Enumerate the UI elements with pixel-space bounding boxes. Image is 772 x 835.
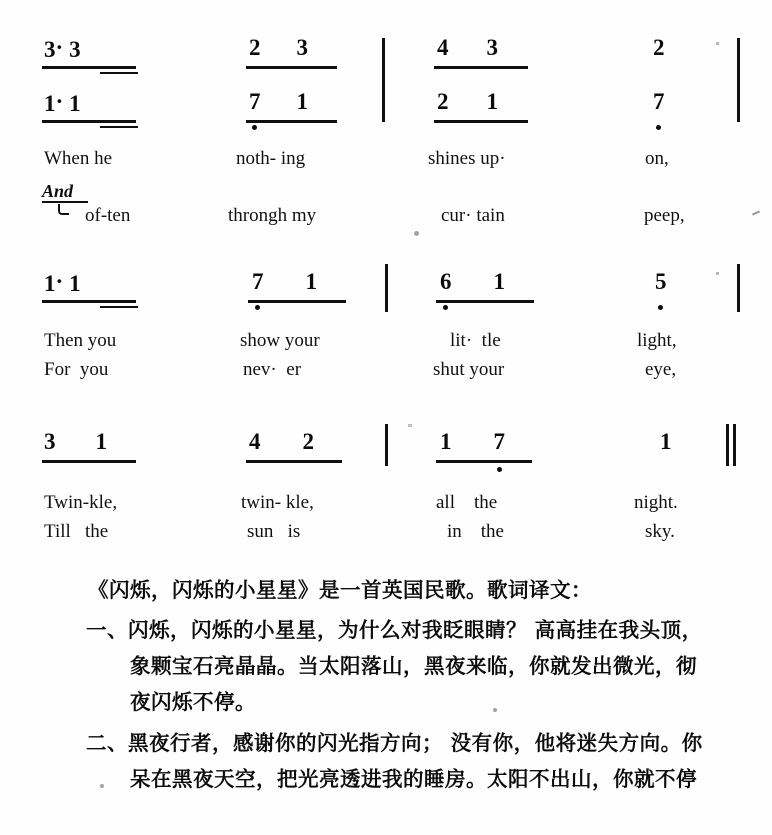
note-numeral: 1 (69, 271, 81, 296)
barline-middle (385, 424, 388, 466)
notes-intro-line: 《闪烁，闪烁的小星星》是一首英国民歌。歌词译文： (88, 578, 592, 602)
scan-speck (509, 591, 512, 594)
system-2-lyric-line-2 (0, 359, 772, 385)
note-numeral: 1 (305, 269, 317, 294)
lyric-syllable: sun is (247, 521, 301, 542)
lyric-syllable: shut your (433, 359, 505, 380)
system-2-lyric-line-1 (0, 330, 772, 356)
pickup-rule (42, 201, 88, 203)
note-group-s1l-b2 (249, 90, 308, 114)
lyric-syllable: lit· tle (450, 330, 501, 351)
note-numeral-low-octave: 7 (653, 89, 665, 114)
beam-primary (42, 120, 136, 123)
verse2-line-2: 呆在黑夜天空，把光亮透进我的睡房。太阳不出山，你就不停 (130, 767, 697, 791)
lyric-syllable: on, (645, 148, 669, 169)
lyric-syllable: sky. (645, 521, 675, 542)
system-3-lyric-line-1 (0, 492, 772, 518)
note-numeral: 4 (249, 429, 261, 454)
barline-middle (382, 38, 385, 122)
note-group-s1l-b3 (437, 90, 498, 114)
note-numeral: 3 (296, 35, 308, 60)
beam-primary (246, 120, 337, 123)
beam-primary (246, 66, 337, 69)
scan-speck (100, 784, 104, 788)
dot-separator: · (55, 269, 64, 294)
note-numeral-low-octave: 5 (655, 269, 667, 294)
beam-primary (436, 460, 532, 463)
verse1-line-1: 一、闪烁，闪烁的小星星，为什么对我眨眼睛？ 高高挂在我头顶， (86, 618, 703, 642)
barline-end (737, 38, 740, 122)
pickup-word-group (42, 182, 114, 203)
scan-tick (716, 42, 719, 45)
verse1-line-3: 夜闪烁不停。 (130, 690, 256, 714)
note-numeral: 1 (486, 89, 498, 114)
beam-primary (42, 66, 136, 69)
beam-primary (42, 460, 136, 463)
lyric-syllable: For you (44, 359, 109, 380)
note-numeral: 1 (44, 91, 56, 116)
lyric-syllable: of-ten (85, 205, 131, 226)
note-numeral: 1 (69, 91, 81, 116)
note-numeral: 2 (437, 89, 449, 114)
note-numeral: 1 (95, 429, 107, 454)
note-numeral: 1 (296, 89, 308, 114)
note-group-s1u-b2 (249, 36, 308, 60)
lyric-syllable: in the (447, 521, 504, 542)
note-group-s2-b3 (440, 270, 505, 294)
note-group-s1l-b1 (44, 90, 81, 116)
beam-primary (434, 120, 528, 123)
dot-separator: · (55, 89, 64, 114)
beam-primary (42, 300, 136, 303)
lyric-syllable: all the (436, 492, 498, 513)
music-system-2 (0, 262, 772, 318)
note-group-s1u-b4 (653, 36, 665, 60)
lyric-syllable: Twin-kle, (44, 492, 118, 513)
lyric-syllable: eye, (645, 359, 677, 380)
system-1-lyric-line-1 (0, 148, 772, 174)
system-1-lower-voice (0, 82, 772, 136)
note-group-s3-b3 (440, 430, 505, 454)
dot-separator: · (55, 35, 64, 60)
lyric-syllable: night. (634, 492, 678, 513)
note-group-s3-b2 (249, 430, 314, 454)
note-numeral: 1 (44, 271, 56, 296)
system-1-upper-voice (0, 34, 772, 82)
note-numeral-low-octave: 6 (440, 269, 452, 294)
lyric-syllable: noth- ing (236, 148, 306, 169)
note-numeral: 1 (660, 429, 672, 454)
beam-primary (434, 66, 528, 69)
scan-tick (408, 424, 412, 427)
note-group-s1u-b3 (437, 36, 498, 60)
note-numeral: 4 (437, 35, 449, 60)
lyric-syllable: throngh my (228, 205, 317, 226)
note-group-s2-b4 (655, 270, 667, 294)
note-numeral-low-octave: 7 (249, 89, 261, 114)
lyric-syllable: Then you (44, 330, 117, 351)
barline-middle (385, 264, 388, 312)
note-numeral: 1 (493, 269, 505, 294)
note-numeral: 3 (44, 429, 56, 454)
note-numeral: 2 (249, 35, 261, 60)
note-numeral: 2 (302, 429, 314, 454)
scan-tick (716, 272, 719, 275)
beam-secondary (100, 72, 138, 74)
beam-secondary (100, 126, 138, 128)
beam-secondary (100, 306, 138, 308)
lyric-syllable: nev· er (243, 359, 302, 380)
lyric-syllable: show your (240, 330, 320, 351)
note-group-s3-b4 (660, 430, 672, 454)
note-numeral: 3 (69, 37, 81, 62)
scan-speck (414, 231, 419, 236)
scan-speck (493, 708, 497, 712)
note-group-s2-b2 (252, 270, 317, 294)
music-system-3 (0, 422, 772, 478)
lyric-syllable: cur· tain (441, 205, 505, 226)
beam-primary (248, 300, 346, 303)
note-group-s2-b1 (44, 270, 81, 296)
system-3-lyric-line-2 (0, 521, 772, 547)
lyric-syllable: peep, (644, 205, 685, 226)
lyric-syllable: shines up· (428, 148, 506, 169)
verse2-line-1: 二、黑夜行者，感谢你的闪光指方向； 没有你，他将迷失方向。你 (86, 731, 703, 755)
note-numeral-low-octave: 7 (493, 429, 505, 454)
note-numeral: 3 (44, 37, 56, 62)
note-group-s3-b1 (44, 430, 107, 454)
system-1-lyric-line-2 (0, 205, 772, 231)
note-numeral-low-octave: 7 (252, 269, 264, 294)
lyric-syllable: When he (44, 148, 113, 169)
note-numeral: 1 (440, 429, 452, 454)
note-numeral: 3 (486, 35, 498, 60)
note-group-s1l-b4 (653, 90, 665, 114)
beam-primary (246, 460, 342, 463)
lyric-syllable: twin- kle, (241, 492, 314, 513)
barline-end (737, 264, 740, 312)
beam-primary (436, 300, 534, 303)
pickup-word: And (42, 181, 74, 201)
note-group-s1u-b1 (44, 36, 81, 62)
lyric-syllable: Till the (44, 521, 109, 542)
music-system-1 (0, 34, 772, 136)
lyric-syllable: light, (637, 330, 677, 351)
note-numeral: 2 (653, 35, 665, 60)
final-double-barline (726, 424, 740, 466)
verse1-line-2: 象颗宝石亮晶晶。当太阳落山，黑夜来临，你就发出微光，彻 (130, 654, 697, 678)
